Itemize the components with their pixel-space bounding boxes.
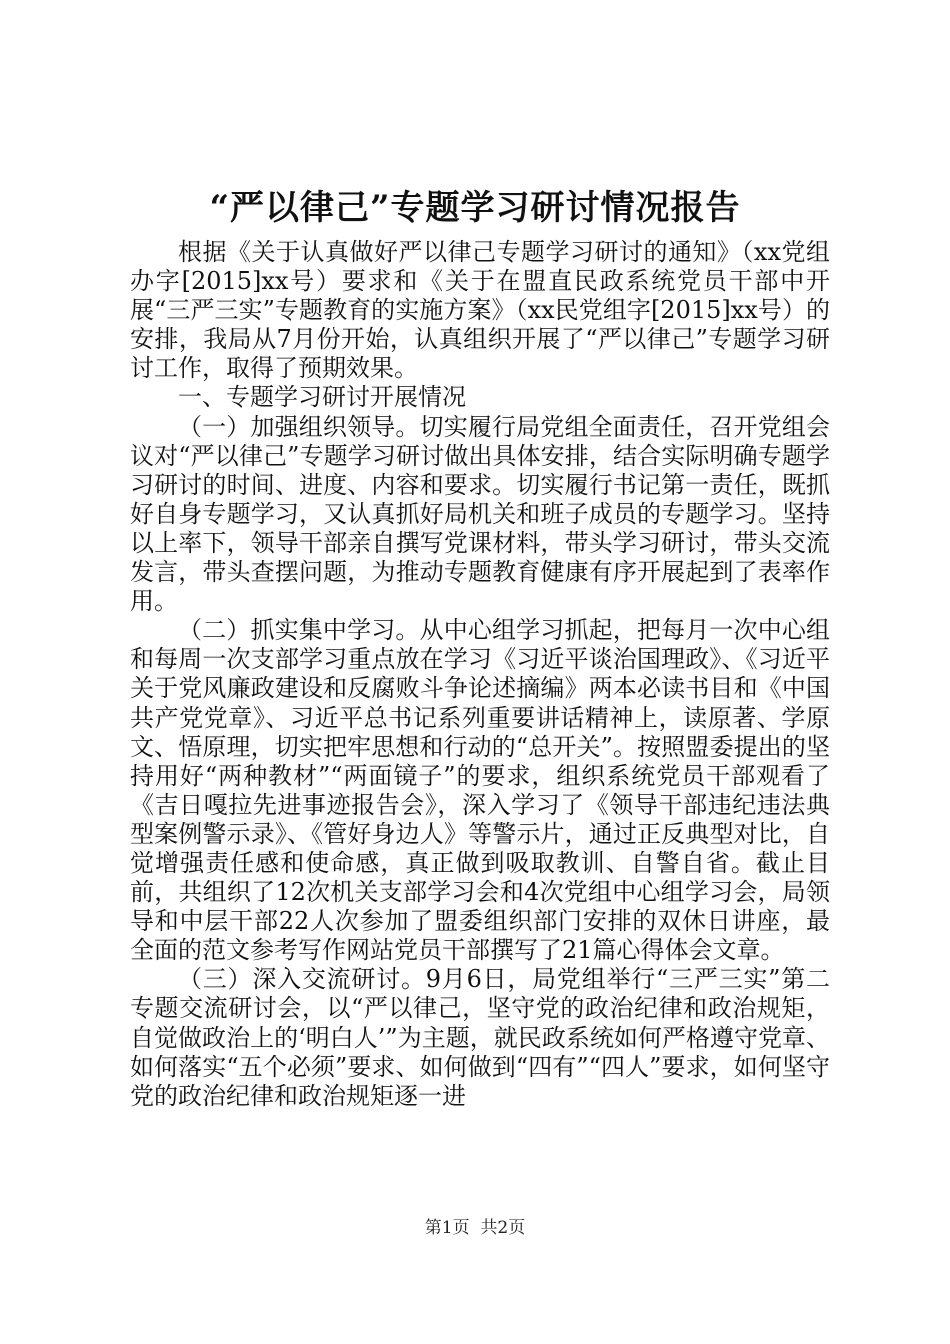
page-footer bbox=[0, 1216, 950, 1240]
document-body bbox=[130, 238, 830, 1111]
page-number: 第1页 bbox=[424, 1218, 470, 1238]
paragraph-discussion: （三）深入交流研讨。9月6日，局党组举行“三严三实”第二专题交流研讨会，以“严以律己，坚守党的政治纪律和政治规矩，自觉做政治上的‘明白人’”为主题，就民政系统如何严格遵守党章、如何落实“五个必须”要求、如何做到“四有”“四人”要求，如何坚守党的政治纪律和政治规矩逐一进 bbox=[130, 965, 830, 1110]
intro-paragraph: 根据《关于认真做好严以律己专题学习研讨的通知》（xx党组办字[2015]xx号）要求和《关于在盟直民政系统党员干部中开展“三严三实”专题教育的实施方案》（xx民党组字[2015]xx号）的安排，我局从7月份开始，认真组织开展了“严以律己”专题学习研讨工作，取得了预期效果。 bbox=[130, 238, 830, 383]
document-title: “严以律己”专题学习研讨情况报告 bbox=[209, 188, 741, 228]
section-heading: 一、专题学习研讨开展情况 bbox=[178, 383, 466, 412]
page-total: 共2页 bbox=[480, 1218, 526, 1238]
paragraph-organization: （一）加强组织领导。切实履行局党组全面责任，召开党组会议对“严以律己”专题学习研讨做出具体安排，结合实际明确专题学习研讨的时间、进度、内容和要求。切实履行书记第一责任，既抓好自身专题学习，又认真抓好局机关和班子成员的专题学习。坚持以上率下，领导干部亲自撰写党课材料，带头学习研讨，带头交流发言，带头查摆问题，为推动专题教育健康有序开展起到了表率作用。 bbox=[130, 412, 830, 616]
paragraph-study: （二）抓实集中学习。从中心组学习抓起，把每月一次中心组和每周一次支部学习重点放在学习《习近平谈治国理政》、《习近平关于党风廉政建设和反腐败斗争论述摘编》两本必读书目和《中国共产党党章》、习近平总书记系列重要讲话精神上，读原著、学原文、悟原理，切实把牢思想和行动的“总开关”。按照盟委提出的坚持用好“两种教材”“两面镜子”的要求，组织系统党员干部观看了《吉日嘎拉先进事迹报告会》，深入学习了《领导干部违纪违法典型案例警示录》、《管好身边人》等警示片，通过正反典型对比，自觉增强责任感和使命感，真正做到吸取教训、自警自省。截止目前，共组织了12次机关支部学习会和4次党组中心组学习会，局领导和中层干部22人次参加了盟委组织部门安排的双休日讲座，最全面的范文参考写作网站党员干部撰写了21篇心得体会文章。 bbox=[130, 616, 830, 965]
